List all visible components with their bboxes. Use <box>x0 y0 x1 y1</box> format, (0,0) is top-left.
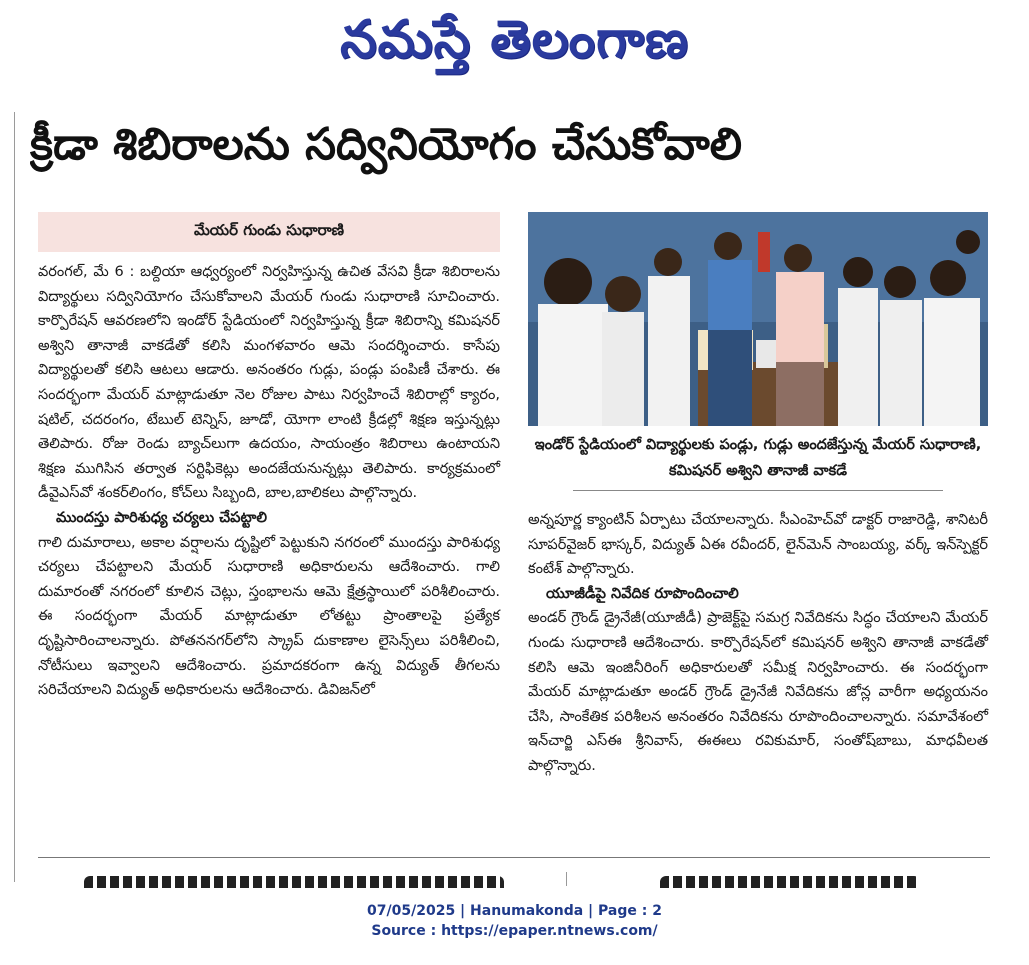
footer-edition-line: 07/05/2025 | Hanumakonda | Page : 2 <box>367 903 662 919</box>
left-margin-rule <box>14 112 15 882</box>
left-subhead: ముందస్తు పారిశుధ్య చర్యలు చేపట్టాలి <box>56 509 267 526</box>
footer-source-line: Source : https://epaper.ntnews.com/ <box>371 923 658 939</box>
bottom-column-divider <box>566 872 567 886</box>
left-paragraph-1: వరంగల్, మే 6 : బల్దియా ఆధ్వర్యంలో నిర్వహిస్తున్న ఉచిత వేసవి క్రీడా శిబిరాలను విద్యార్థులు సద్వినియోగం చేసుకోవాలని మేయర్ గుండు సుధారాణి సూచించారు. కార్పొరేషన్ ఆవరణలోని ఇండోర్ స్టేడియంలో నిర్వహిస్తున్న క్రీడా శిబిరాన్ని కమిషనర్ అశ్విని తానాజీ వాకడేతో కలిసి మంగళవారం ఆమె సందర్శించారు. కాసేపు విద్యార్థులతో కలిసి ఆటలు ఆడారు. అనంతరం గుడ్లు, పండ్లు పంపిణీ చేశారు. ఈ సందర్భంగా మేయర్ మాట్లాడుతూ నెల రోజుల పాటు నిర్వహించే శిబిరాల్లో క్యారం, షటిల్, చదరంగం, టేబుల్ టెన్నిస్, జూడో, యోగా లాంటి క్రీడల్లో శిక్షణ ఇస్తున్నట్లు తెలిపారు. రోజు రెండు బ్యాచ్‌లుగా ఉదయం, సాయంత్రం శిబిరాలు ఉంటాయని శిక్షణ ముగిసిన తర్వాత సర్టిఫికెట్లు అందజేయనున్నట్లు తెలిపారు. కార్యక్రమంలో డీవైఎస్‌వో శంకర్‌లింగం, కోచ్‌లు సిబ్బంది, బాల,బాలికలు పాల్గొన్నారు. <box>38 264 500 502</box>
article-headline: క్రీడా శిబిరాలను సద్వినియోగం చేసుకోవాలి <box>30 119 742 170</box>
left-column <box>38 260 500 703</box>
bottom-divider <box>38 857 990 858</box>
article-photo <box>528 212 988 426</box>
article-byline: మేయర్ గుండు సుధారాణి <box>38 212 500 252</box>
photo-caption: ఇండోర్ స్టేడియంలో విద్యార్థులకు పండ్లు, గుడ్లు అందజేస్తున్న మేయర్ సుధారాణి, కమిషనర్ అశ్విని తానాజీ వాకడే <box>534 437 982 479</box>
caption-divider <box>573 490 943 491</box>
left-paragraph-2: గాలి దుమారాలు, అకాల వర్షాలను దృష్టిలో పెట్టుకుని నగరంలో ముందస్తు పారిశుధ్య చర్యలు చేపట్టాలని మేయర్ సుధారాణి అధికారులను ఆదేశించారు. గాలి దుమారంతో నగరంలో కూలిన చెట్లు, స్తంభాలను ఆమె క్షేత్రస్థాయిలో పరిశీలించారు. ఈ సందర్భంగా మేయర్ మాట్లాడుతూ లోతట్టు ప్రాంతాలపై ప్రత్యేక దృష్టిసారించాలన్నారు. పోతననగర్‌లోని స్క్రాప్ దుకాణాల లైసెన్స్‌లు పరిశీలించి, నోటీసులు ఇవ్వాలని ఆదేశించారు. ప్రమాదకరంగా ఉన్న విద్యుత్ తీగలను సరిచేయాలని విద్యుత్ అధికారులను ఆదేశించారు. డివిజన్‌లో <box>38 534 500 699</box>
cropped-next-headline-right <box>660 876 920 888</box>
cropped-next-headline-left <box>84 876 504 888</box>
photo-illustration <box>528 212 988 426</box>
newspaper-masthead: నమస్తే తెలంగాణ <box>340 9 689 70</box>
right-column <box>528 508 988 779</box>
right-paragraph-2: అండర్ గ్రౌండ్ డ్రైనేజీ(యూజీడీ) ప్రాజెక్ట్‌పై సమగ్ర నివేదికను సిద్ధం చేయాలని మేయర్ గుండు సుధారాణి ఆదేశించారు. కార్పొరేషన్‌లో కమిషనర్ అశ్విని తానాజీ వాకడేతో కలిసి ఆమె ఇంజినీరింగ్ అధికారులతో సమీక్ష నిర్వహించారు. ఈ సందర్భంగా మేయర్ మాట్లాడుతూ అండర్ గ్రౌండ్ డ్రైనేజీ నివేదికను జోన్ల వారీగా అధ్యయనం చేసి, సాంకేతిక పరిశీలన అనంతరం నివేదికను రూపొందించాలన్నారు. సమావేశంలో ఇన్‌చార్జి ఎస్‌ఈ శ్రీనివాస్, ఈఈలు రవికుమార్, సంతోష్‌బాబు, మాధవీలత పాల్గొన్నారు. <box>528 610 988 774</box>
right-subhead: యూజీడీపై నివేదిక రూపొందించాలి <box>546 585 739 602</box>
page-footer <box>0 901 1029 941</box>
right-paragraph-1: అన్నపూర్ణ క్యాంటిన్ ఏర్పాటు చేయాలన్నారు. సీఎంహెచ్‌వో డాక్టర్ రాజారెడ్డి, శానిటరీ సూపర్‌వైజర్ భాస్కర్, విద్యుత్ ఏఈ రవీందర్, లైన్‌మెన్ సాంబయ్య, వర్క్ ఇన్‌స్పెక్టర్ కంటేశ్ పాల్గొన్నారు. <box>528 512 988 578</box>
